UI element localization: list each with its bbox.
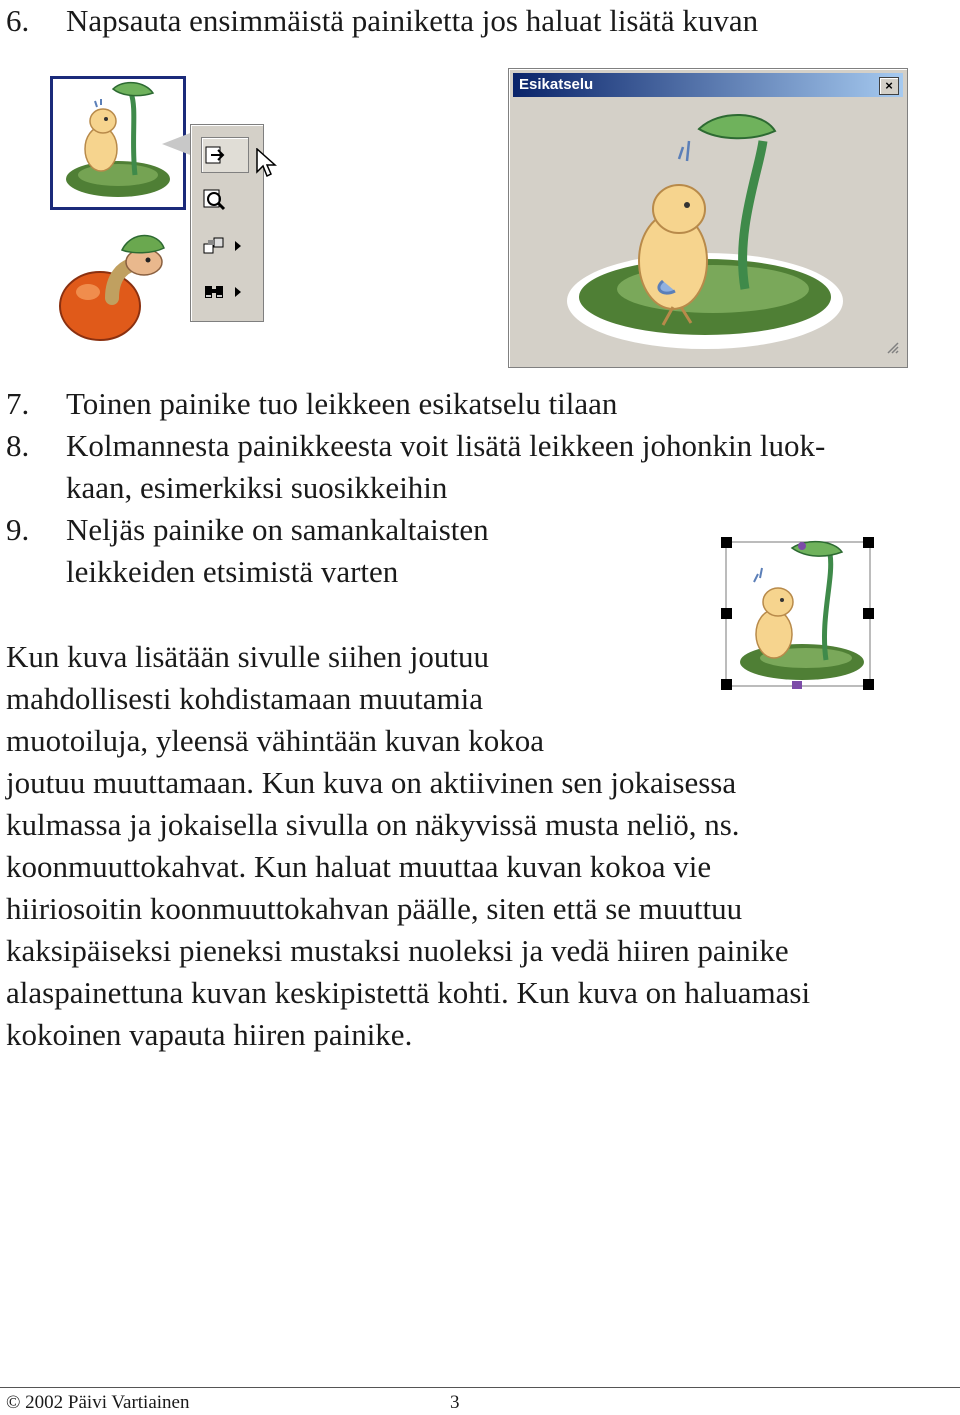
step-number: 6. <box>6 3 30 38</box>
paragraph-line: alaspainettuna kuvan keskipistettä kohti. Kun kuva on haluamasi <box>6 975 811 1010</box>
step-text: kaan, esimerkiksi suosikkeihin <box>66 470 448 505</box>
step-text: Neljäs painike on samankaltaisten <box>66 512 489 547</box>
preview-image-area <box>513 101 901 361</box>
resize-handle-right[interactable] <box>863 608 874 619</box>
paragraph-line: joutuu muuttamaan. Kun kuva on aktiivinen sen jokaisessa <box>6 765 737 800</box>
paragraph-line: mahdollisesti kohdistamaan muutamia <box>6 681 483 716</box>
paragraph-line: kulmassa ja jokaisella sivulla on näkyvissä musta neliö, ns. <box>6 807 740 842</box>
find-similar-icon <box>201 279 227 305</box>
preview-clip-button[interactable] <box>201 183 247 217</box>
insert-clip-icon <box>202 142 228 168</box>
preview-clip-icon <box>201 187 227 213</box>
preview-dialog <box>508 68 908 368</box>
step-number: 9. <box>6 512 30 547</box>
body-paragraph <box>6 636 951 1056</box>
close-button[interactable]: × <box>879 77 899 95</box>
paragraph-line: hiiriosoitin koonmuuttokahvan päälle, siten että se muuttuu <box>6 891 743 926</box>
resize-handle-left[interactable] <box>721 608 732 619</box>
resize-handle-top-right[interactable] <box>863 537 874 548</box>
step-number: 8. <box>6 428 30 463</box>
step-text: Kolmannesta painikkeesta voit lisätä leikkeen johonkin luok- <box>66 428 826 463</box>
clip-worm-apple[interactable] <box>52 220 180 344</box>
preview-dialog-titlebar <box>513 73 903 97</box>
clip-action-toolbar <box>190 124 264 322</box>
step-text: Toinen painike tuo leikkeen esikatselu tilaan <box>66 386 618 421</box>
paragraph-line: kokoinen vapauta hiiren painike. <box>6 1017 413 1052</box>
submenu-arrow-icon <box>235 241 241 251</box>
resize-handle-top-left[interactable] <box>721 537 732 548</box>
paragraph-line: muotoiluja, yleensä vähintään kuvan kokoa <box>6 723 545 758</box>
preview-clip-chick <box>513 101 901 361</box>
page-number: 3 <box>450 1392 460 1413</box>
add-to-category-button[interactable] <box>201 229 247 263</box>
insert-clip-button[interactable] <box>201 137 249 173</box>
mouse-cursor-icon <box>256 148 278 185</box>
footer-divider <box>0 1387 960 1388</box>
submenu-arrow-icon <box>235 287 241 297</box>
find-similar-button[interactable] <box>201 275 247 309</box>
step-number: 7. <box>6 386 30 421</box>
paragraph-line: koonmuuttokahvat. Kun haluat muuttaa kuvan kokoa vie <box>6 849 712 884</box>
add-to-category-icon <box>201 233 227 259</box>
step-text: Napsauta ensimmäistä painiketta jos haluat lisätä kuvan <box>66 3 759 38</box>
resize-grip-icon[interactable] <box>885 340 899 359</box>
preview-dialog-title: Esikatselu <box>519 76 594 93</box>
paragraph-line: Kun kuva lisätään sivulle siihen joutuu <box>6 639 490 674</box>
paragraph-line: kaksipäiseksi pieneksi mustaksi nuoleksi ja vedä hiiren painike <box>6 933 789 968</box>
step-text: leikkeiden etsimistä varten <box>66 554 399 589</box>
footer-copyright: © 2002 Päivi Vartiainen <box>6 1392 190 1413</box>
